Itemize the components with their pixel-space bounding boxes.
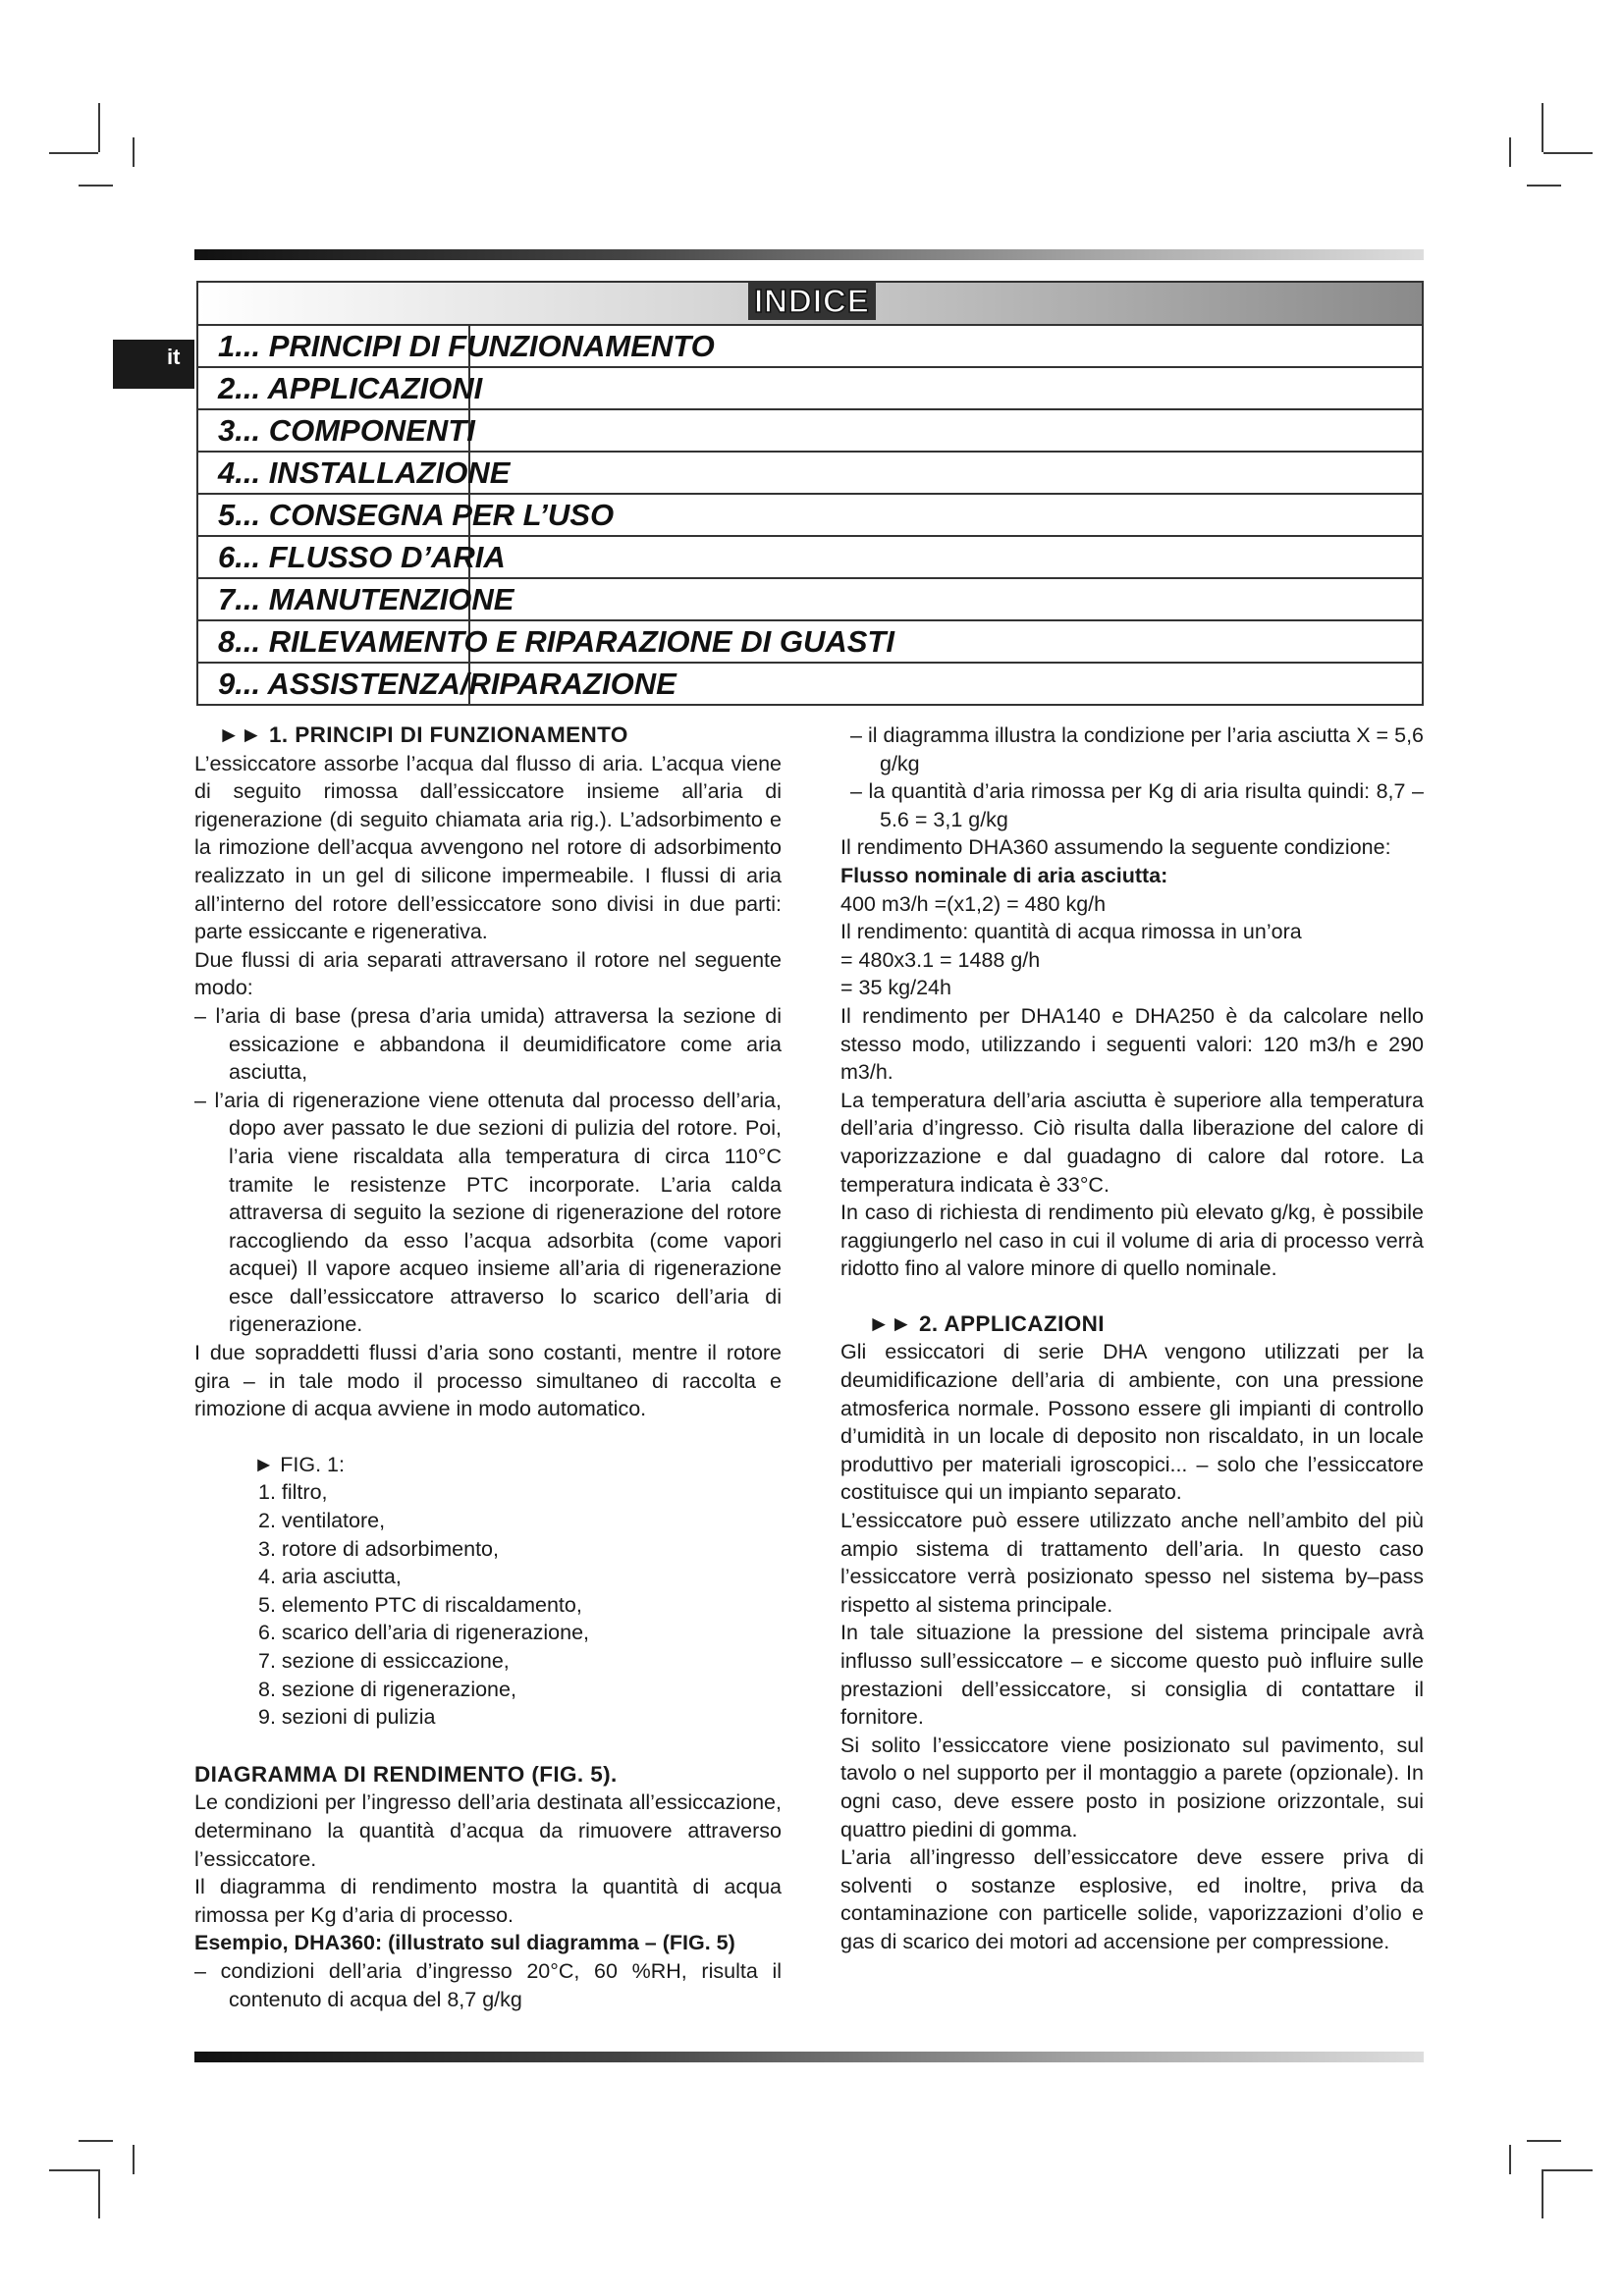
bullet: – l’aria di base (presa d’aria umida) attraversa la sezione di essicazione e abbandona il deumidificatore come aria asciutta,	[194, 1003, 782, 1085]
paragraph: L’essiccatore può essere utilizzato anche nell’ambito del più ampio sistema di trattamento dell’aria. In questo caso l’essiccatore verrà posizionato spesso nel sistema by–pass rispetto al sistema principale.	[840, 1509, 1424, 1617]
crop-mark	[1543, 152, 1593, 154]
section-heading: ►► 1. PRINCIPI DI FUNZIONAMENTO	[218, 722, 628, 747]
crop-mark	[49, 2169, 98, 2171]
toc-header	[198, 283, 1422, 326]
bullet: – l’aria di rigenerazione viene ottenuta dal processo dell’aria, dopo aver passato le due sezioni di pulizia del rotore. Poi, l’aria viene riscaldata alla temperatura di circa 110°C tramite le resistenze PTC incorporate. L’aria calda attraversa di seguito la sezione di rigenerazione del rotore raccogliendo da esso l’acqua adsorbita (come vapori acquei) Il vapore acqueo insieme all’aria di rigenerazione esce dall’essiccatore attraverso lo scarico dell’aria di rigenerazione.	[194, 1088, 782, 1337]
table-of-contents	[196, 281, 1424, 706]
figure-item: 2. ventilatore,	[258, 1509, 386, 1533]
paragraph: L’aria all’ingresso dell’essiccatore deve essere priva di solventi o sostanze esplosive, ed inoltre, priva da contaminazione con particelle solide, vaporizzazioni d’olio e gas di scarico dei motori ad accensione per compressione.	[840, 1845, 1424, 1953]
paragraph: In tale situazione la pressione del sistema principale avrà influsso sull’essiccatore – e siccome questo può influire sulle prestazioni dell’essiccatore, si consiglia di contattare il fornitore.	[840, 1621, 1424, 1730]
crop-mark	[79, 185, 113, 187]
figure-item: 8. sezione di rigenerazione,	[258, 1677, 516, 1701]
right-column	[840, 721, 1424, 1956]
crop-mark	[49, 152, 98, 154]
figure-item: 4. aria asciutta,	[258, 1565, 402, 1589]
toc-item[interactable]: 4... INSTALLAZIONE	[198, 453, 1422, 495]
crop-mark	[1509, 137, 1511, 167]
left-column	[194, 721, 782, 2013]
figure-item: 9. sezioni di pulizia	[258, 1705, 436, 1730]
crop-mark	[1509, 2145, 1511, 2174]
language-tab: it	[113, 340, 194, 389]
text-line: Il rendimento: quantità di acqua rimossa in un’ora	[840, 920, 1302, 944]
paragraph: Il rendimento per DHA140 e DHA250 è da calcolare nello stesso modo, utilizzando i seguenti valori: 120 m3/h e 290 m3/h.	[840, 1003, 1424, 1085]
text-line: = 480x3.1 = 1488 g/h	[840, 947, 1041, 972]
example-heading: Esempio, DHA360: (illustrato sul diagramma – (FIG. 5)	[194, 1931, 735, 1955]
toc-item[interactable]: 2... APPLICAZIONI	[198, 368, 1422, 410]
toc-item[interactable]: 5... CONSEGNA PER L’USO	[198, 495, 1422, 537]
toc-item[interactable]: 8... RILEVAMENTO E RIPARAZIONE DI GUASTI	[198, 621, 1422, 664]
figure-label: ► FIG. 1:	[253, 1452, 345, 1476]
paragraph: Gli essiccatori di serie DHA vengono utilizzati per la deumidificazione dell’aria di ambiente, con una pressione atmosferica normale. Possono essere gli impianti di controllo d’umidità in un locale di deposito non riscaldato, in un locale produttivo per materiali igroscopici... – solo che l’essiccatore costituisce qui un impianto separato.	[840, 1340, 1424, 1505]
toc-title: INDICE	[748, 283, 876, 320]
crop-mark	[133, 137, 135, 167]
section-heading: DIAGRAMMA DI RENDIMENTO (FIG. 5).	[194, 1761, 618, 1787]
crop-mark	[1527, 2140, 1561, 2142]
paragraph: Si solito l’essiccatore viene posizionato sul pavimento, sul tavolo o nel supporto per il montaggio a parete (opzionale). In ogni caso, deve essere posto in posizione orizzontale, sui quattro piedini di gomma.	[840, 1733, 1424, 1842]
bullet: – condizioni dell’aria d’ingresso 20°C, 60 %RH, risulta il contenuto di acqua del 8,7 g/kg	[194, 1958, 782, 2011]
figure-item: 1. filtro,	[258, 1480, 328, 1505]
crop-mark	[79, 2140, 113, 2142]
crop-mark	[1542, 103, 1543, 152]
bottom-rule	[194, 2052, 1424, 2062]
crop-mark	[98, 2169, 100, 2218]
paragraph: Il diagramma di rendimento mostra la quantità di acqua rimossa per Kg d’aria di processo.	[194, 1875, 782, 1927]
crop-mark	[1542, 2169, 1543, 2218]
paragraph: In caso di richiesta di rendimento più elevato g/kg, è possibile raggiungerlo nel caso in cui il volume di aria di processo verrà ridotto fino al valore minore di quello nominale.	[840, 1201, 1424, 1281]
bullet: – il diagramma illustra la condizione per l’aria asciutta X = 5,6 g/kg	[850, 723, 1424, 775]
crop-mark	[1543, 2169, 1593, 2171]
paragraph: Due flussi di aria separati attraversano il rotore nel seguente modo:	[194, 947, 782, 1000]
crop-mark	[98, 103, 100, 152]
figure-item: 6. scarico dell’aria di rigenerazione,	[258, 1621, 590, 1645]
paragraph: L’essiccatore assorbe l’acqua dal flusso di aria. L’acqua viene di seguito rimossa dall’essiccatore insieme all’aria di rigenerazione (di seguito chiamata aria rig.). L’adsorbimento e la rimozione dell’acqua avvengono nel rotore di adsorbimento realizzato in un gel di silicone impermeabile. I flussi di aria all’interno del rotore dell’essiccatore sono divisi in due parti: parte essiccante e rigenerativa.	[194, 751, 782, 944]
toc-item[interactable]: 1... PRINCIPI DI FUNZIONAMENTO	[198, 326, 1422, 368]
crop-mark	[1527, 185, 1561, 187]
figure-item: 3. rotore di adsorbimento,	[258, 1536, 499, 1561]
paragraph: La temperatura dell’aria asciutta è superiore alla temperatura dell’aria d’ingresso. Ciò risulta dalla liberazione del calore di vaporizzazione e dal guadagno di calore dal rotore. La temperatura indicata è 33°C.	[840, 1088, 1424, 1197]
subheading: Flusso nominale di aria asciutta:	[840, 863, 1168, 887]
toc-item[interactable]: 3... COMPONENTI	[198, 410, 1422, 453]
paragraph: Il rendimento DHA360 assumendo la seguente condizione:	[840, 835, 1391, 860]
figure-item: 7. sezione di essiccazione,	[258, 1649, 510, 1673]
toc-item[interactable]: 9... ASSISTENZA/RIPARAZIONE	[218, 667, 677, 701]
text-line: = 35 kg/24h	[840, 976, 951, 1000]
paragraph: Le condizioni per l’ingresso dell’aria destinata all’essiccazione, determinano la quantità d’acqua da rimuovere attraverso l’essiccatore.	[194, 1790, 782, 1871]
section-heading: ►► 2. APPLICAZIONI	[868, 1310, 1105, 1336]
crop-mark	[133, 2145, 135, 2174]
toc-item[interactable]: 7... MANUTENZIONE	[198, 579, 1422, 621]
paragraph: I due sopraddetti flussi d’aria sono costanti, mentre il rotore gira – in tale modo il processo simultaneo di raccolta e rimozione di acqua avviene in modo automatico.	[194, 1341, 782, 1421]
text-line: 400 m3/h =(x1,2) = 480 kg/h	[840, 891, 1107, 916]
toc-item[interactable]: 6... FLUSSO D’ARIA	[198, 537, 1422, 579]
bullet: – la quantità d’aria rimossa per Kg di aria risulta quindi: 8,7 – 5.6 = 3,1 g/kg	[850, 779, 1424, 831]
top-rule	[194, 249, 1424, 260]
figure-item: 5. elemento PTC di riscaldamento,	[258, 1592, 582, 1617]
